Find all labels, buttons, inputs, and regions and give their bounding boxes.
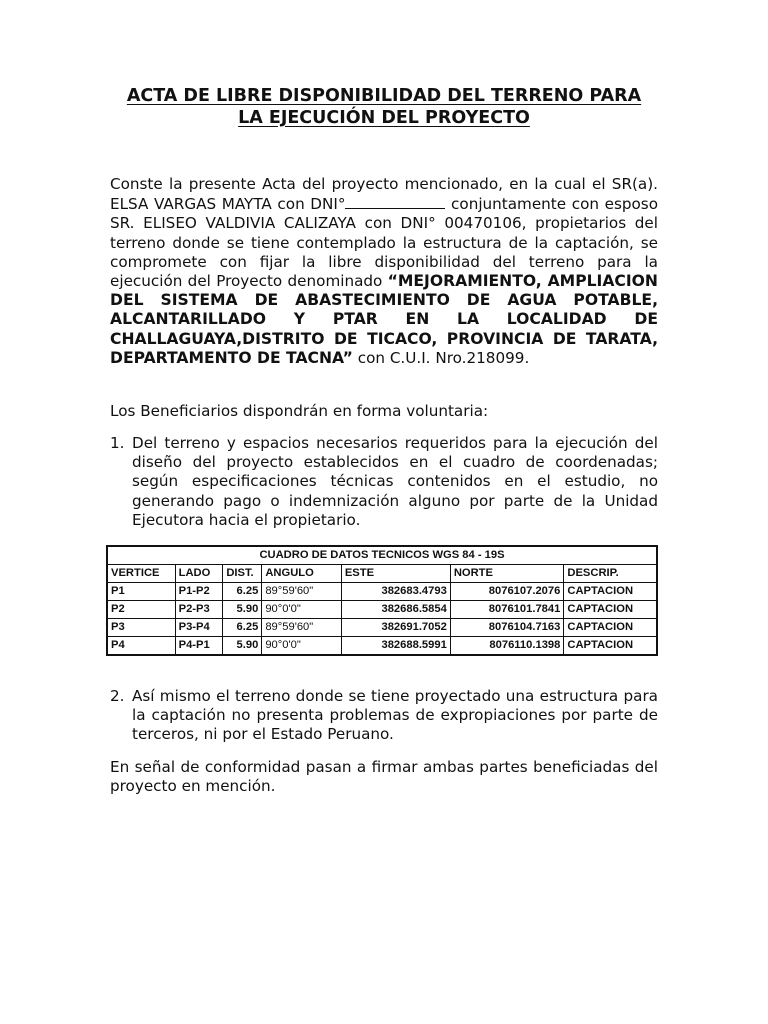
list-item-1: [110, 434, 658, 530]
table-row: [107, 583, 657, 601]
cell-angulo: 89°59'60": [262, 583, 341, 601]
project-name: “MEJORAMIENTO, AMPLIACION DEL SISTEMA DE ABASTECIMIENTO DE AGUA POTABLE, ALCANTARILLADO Y PTAR EN LA LOCALIDAD DE CHALLAGUAYA,DISTRITO DE TICACO, PROVINCIA DE TARATA, DEPARTAMENTO DE TACNA”: [110, 272, 658, 367]
cell-este: 382691.7052: [341, 619, 450, 637]
cell-descrip: CAPTACION: [564, 601, 657, 619]
cell-dist: 5.90: [223, 601, 262, 619]
header-este: ESTE: [341, 565, 450, 583]
title-line-2: LA EJECUCIÓN DEL PROYECTO: [238, 108, 530, 128]
cell-vertice: P3: [107, 619, 175, 637]
cell-norte: 8076101.7841: [450, 601, 564, 619]
cell-descrip: CAPTACION: [564, 637, 657, 656]
cell-lado: P4-P1: [175, 637, 223, 656]
cell-angulo: 90°0'0": [262, 637, 341, 656]
beneficiaries-paragraph: Los Beneficiarios dispondrán en forma voluntaria:: [110, 402, 489, 420]
cell-vertice: P2: [107, 601, 175, 619]
header-descrip: DESCRIP.: [564, 565, 657, 583]
header-angulo: ANGULO: [262, 565, 341, 583]
header-vertice: VERTICE: [107, 565, 175, 583]
table-row: [107, 601, 657, 619]
dni-blank-line: [345, 194, 445, 209]
cell-descrip: CAPTACION: [564, 583, 657, 601]
cell-lado: P2-P3: [175, 601, 223, 619]
table-row: [107, 637, 657, 656]
table-header-row: [107, 565, 657, 583]
cell-descrip: CAPTACION: [564, 619, 657, 637]
cell-angulo: 89°59'60": [262, 619, 341, 637]
intro-paragraph: [110, 175, 658, 368]
title-line-1: ACTA DE LIBRE DISPONIBILIDAD DEL TERRENO PARA: [126, 86, 642, 106]
list-number: 1.: [110, 434, 125, 452]
cui-text: con C.U.I. Nro.218099.: [352, 348, 530, 367]
cell-angulo: 90°0'0": [262, 601, 341, 619]
table-row: [107, 619, 657, 637]
cell-vertice: P4: [107, 637, 175, 656]
list-text: Así mismo el terreno donde se tiene proyectado una estructura para la captación no presenta problemas de expropiaciones por parte de terceros, ni por el Estado Peruano.: [132, 687, 658, 744]
cell-este: 382688.5991: [341, 637, 450, 656]
document-title: [110, 85, 658, 129]
list-item-2: [110, 687, 658, 745]
list-number: 2.: [110, 687, 125, 705]
technical-data-table: [106, 545, 658, 656]
cell-norte: 8076107.2076: [450, 583, 564, 601]
table-caption-row: [107, 546, 657, 565]
cell-vertice: P1: [107, 583, 175, 601]
header-norte: NORTE: [450, 565, 564, 583]
cell-este: 382683.4793: [341, 583, 450, 601]
cell-norte: 8076110.1398: [450, 637, 564, 656]
intro-text-continued: conjuntamente con esposo SR. ELISEO VALDIVIA CALIZAYA con DNI° 00470106, propietarios del terreno donde se tiene contemplado la estructura de la captación, se compromete con fijar la libre disponibilidad del terreno para la ejecución del Proyecto denominado: [110, 195, 658, 291]
header-dist: DIST.: [223, 565, 262, 583]
cell-este: 382686.5854: [341, 601, 450, 619]
cell-lado: P1-P2: [175, 583, 223, 601]
cell-norte: 8076104.7163: [450, 619, 564, 637]
list-text: Del terreno y espacios necesarios requeridos para la ejecución del diseño del proyecto establecidos en el cuadro de coordenadas; según especificaciones técnicas contenidos en el estudio, no generando pago o indemnización alguno por parte de la Unidad Ejecutora hacia el propietario.: [132, 434, 658, 529]
cell-dist: 5.90: [223, 637, 262, 656]
table-caption: CUADRO DE DATOS TECNICOS WGS 84 - 19S: [107, 546, 657, 565]
cell-lado: P3-P4: [175, 619, 223, 637]
cell-dist: 6.25: [223, 583, 262, 601]
conformity-paragraph: En señal de conformidad pasan a firmar ambas partes beneficiadas del proyecto en mención.: [110, 758, 658, 796]
intro-text: Conste la presente Acta del proyecto mencionado, en la cual el SR(a). ELSA VARGAS MAYTA con DNI°: [110, 175, 658, 214]
cell-dist: 6.25: [223, 619, 262, 637]
header-lado: LADO: [175, 565, 223, 583]
